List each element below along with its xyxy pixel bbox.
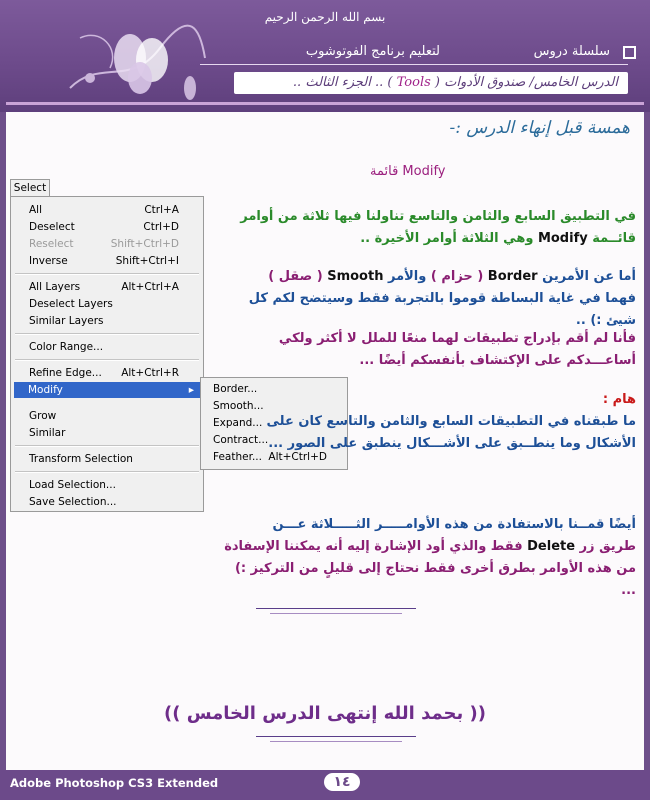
- menu-item-similar-layers[interactable]: Similar Layers: [29, 315, 104, 327]
- menu-separator: [15, 273, 199, 275]
- select-menu: [10, 196, 204, 512]
- menu-item-load-selection[interactable]: Load Selection...: [29, 479, 116, 491]
- submenu-item-smooth[interactable]: Smooth...: [213, 400, 264, 412]
- important-text: ما طبقناه في التطبيقات السابع والثامن والتاسع كان على الأشكال وما ينطــبق على الأشـــكال ينطبق على الصور ...: [266, 414, 636, 451]
- menu-item-color-range[interactable]: Color Range...: [29, 341, 104, 353]
- header-bottom-line: [6, 102, 644, 105]
- p5-text-2: فقط والذي أود الإشارة إليه أنه يمكننا الإسفادة: [224, 539, 528, 554]
- menu-item-all[interactable]: All Ctrl+A: [29, 204, 179, 216]
- submenu-item-border[interactable]: Border...: [213, 383, 258, 395]
- lesson-end-text: (( بحمد الله إنتهى الدرس الخامس )): [163, 703, 487, 724]
- menu-item-all-layers[interactable]: All Layers Alt+Ctrl+A: [29, 281, 179, 293]
- menu-separator: [15, 445, 199, 447]
- submenu-item-expand[interactable]: Expand...: [213, 417, 263, 429]
- menu-item-modify[interactable]: Modify ▸: [14, 382, 200, 398]
- p2-smooth-ar: ( صقل ): [268, 269, 328, 284]
- menu-separator: [15, 333, 199, 335]
- divider-line: [256, 736, 416, 737]
- paragraph-4: [236, 389, 636, 455]
- footer-app-name: Adobe Photoshop CS3 Extended: [10, 776, 219, 790]
- modify-menu-title: قائمة Modify: [370, 164, 446, 179]
- bismillah-text: بسم الله الرحمن الرحيم: [264, 10, 386, 24]
- menu-separator: [15, 471, 199, 473]
- lesson-suffix: ) .. الجزء الثالث ..: [292, 75, 397, 90]
- p5-line-1: أيضًا قمــنا بالاستفادة من هذه الأوامـــــر الثـــــلاثة عـــن: [272, 517, 636, 532]
- important-label: هام :: [602, 392, 636, 407]
- p1-text-end: وهي الثلاثة أوامر الأخيرة ..: [360, 231, 538, 246]
- p1-modify: Modify: [537, 231, 588, 246]
- menu-item-deselect-layers[interactable]: Deselect Layers: [29, 298, 113, 310]
- select-menu-tab[interactable]: Select: [10, 179, 50, 197]
- lesson-tools: Tools: [396, 75, 431, 90]
- menu-separator: [15, 359, 199, 361]
- menu-item-reselect[interactable]: Reselect Shift+Ctrl+D: [29, 238, 179, 250]
- footer-bar: [0, 770, 650, 800]
- menu-item-save-selection[interactable]: Save Selection...: [29, 496, 117, 508]
- p2-border: Border: [487, 269, 538, 284]
- divider-line: [270, 613, 402, 614]
- paragraph-3: فأنا لم أقم بإدراج تطبيقات لهما منعًا للملل لا أكثر ولكي أساعـــدكم على الإكتشاف بأنفسكم أيضًا ...: [278, 331, 636, 368]
- p2-text-2: والأمر: [383, 269, 427, 284]
- series-title: سلسلة دروس: [533, 44, 610, 59]
- header-banner: [0, 0, 650, 112]
- page-number: ١٤: [324, 773, 360, 791]
- p2-border-ar: ( حزام ): [426, 269, 488, 284]
- menu-item-inverse[interactable]: Inverse Shift+Ctrl+I: [29, 255, 179, 267]
- menu-item-grow[interactable]: Grow: [29, 410, 57, 422]
- menu-item-similar[interactable]: Similar: [29, 427, 66, 439]
- divider-line: [256, 608, 416, 609]
- p5-text: طريق زر: [575, 539, 636, 554]
- p2-text-3: فهما في غاية البساطة قوموا بالتجربة فقط وسيتضح لكم كل شيئ :) ..: [248, 291, 636, 328]
- paragraph-1: [236, 206, 636, 250]
- submenu-arrow-icon: ▸: [188, 384, 194, 396]
- paragraph-2: [236, 266, 636, 332]
- square-bullet-icon: [623, 46, 636, 59]
- submenu-item-contract[interactable]: Contract...: [213, 434, 269, 446]
- paragraph-5: [216, 514, 636, 602]
- lesson-title-bar: [234, 72, 628, 94]
- lesson-prefix: الدرس الخامس/ صندوق الأدوات (: [430, 75, 618, 90]
- p5-delete: Delete: [527, 539, 576, 554]
- flower-ornament-icon: [60, 18, 210, 104]
- p1-text: في التطبيق السابع والثامن والتاسع تناولنا فيها ثلاثة من أوامر قائــمة: [240, 209, 636, 246]
- p2-text: أما عن الأمرين: [537, 269, 636, 284]
- header-divider: [200, 64, 628, 65]
- series-subtitle: لتعليم برنامج الفوتوشوب: [305, 44, 440, 59]
- divider-line: [270, 741, 402, 742]
- submenu-item-feather[interactable]: Feather... Alt+Ctrl+D: [213, 451, 327, 463]
- menu-item-transform-selection[interactable]: Transform Selection: [29, 453, 133, 465]
- p5-line-3: من هذه الأوامر بطرق أخرى فقط نحتاج إلى قليلٍ من التركيز :) ...: [234, 561, 636, 598]
- p2-smooth: Smooth: [327, 269, 384, 284]
- section-heading: همسة قبل إنهاء الدرس :-: [449, 118, 630, 138]
- menu-item-refine-edge[interactable]: Refine Edge... Alt+Ctrl+R: [29, 367, 179, 379]
- menu-item-deselect[interactable]: Deselect Ctrl+D: [29, 221, 179, 233]
